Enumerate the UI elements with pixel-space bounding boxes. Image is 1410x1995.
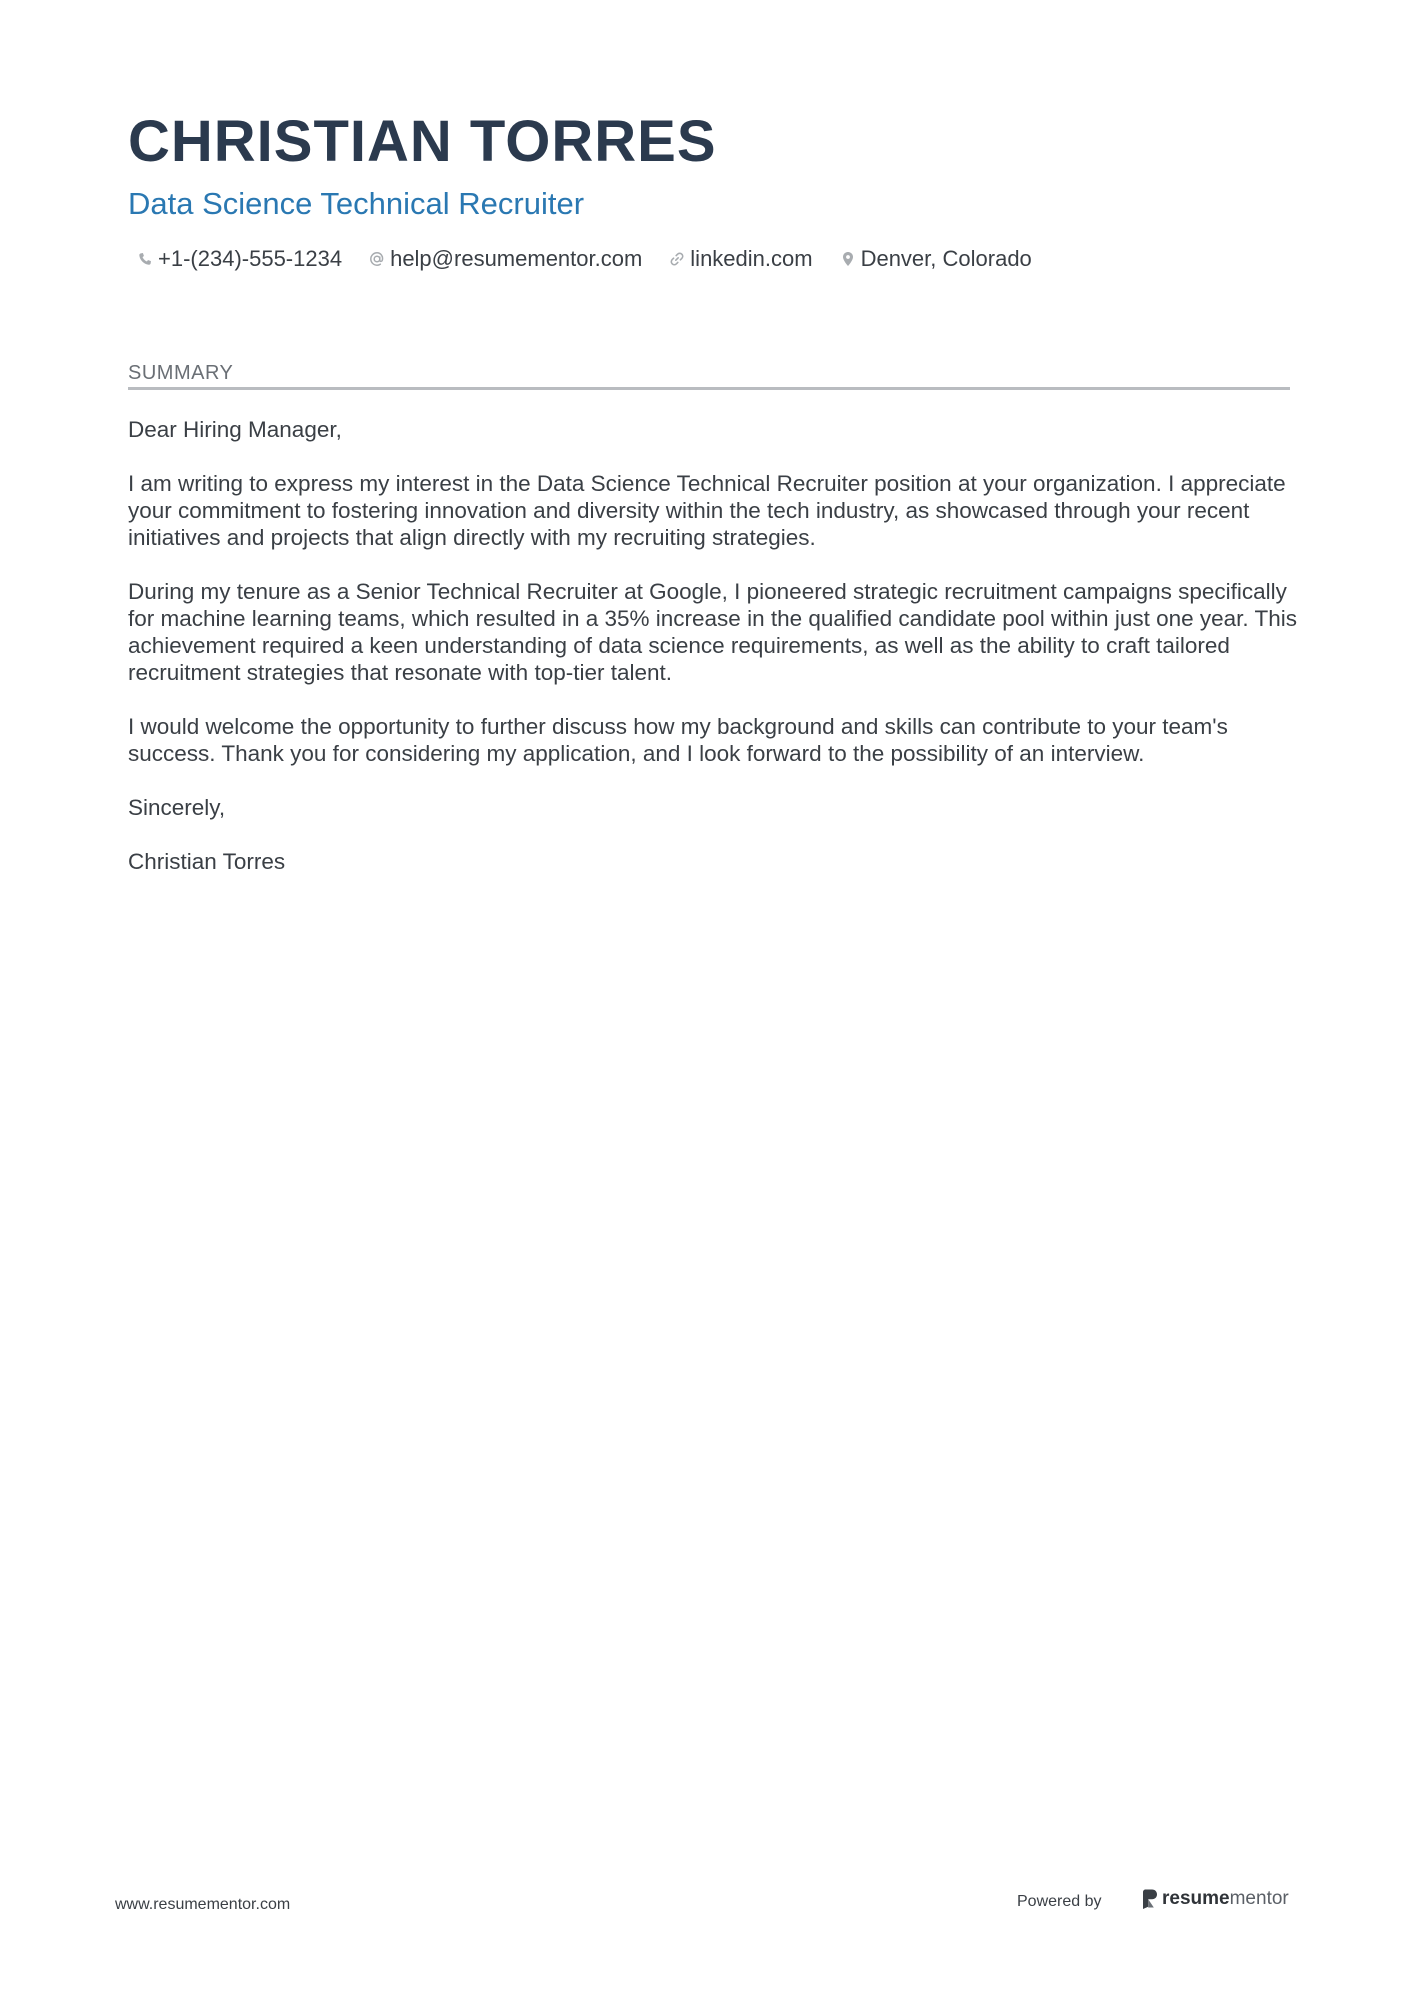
letter-signature: Christian Torres bbox=[128, 849, 286, 874]
brand-name-part2: mentor bbox=[1229, 1888, 1289, 1909]
letter-greeting: Dear Hiring Manager, bbox=[128, 417, 342, 442]
footer-url[interactable]: www.resumementor.com bbox=[115, 1896, 291, 1913]
job-title: Data Science Technical Recruiter bbox=[128, 186, 585, 221]
summary-heading: SUMMARY bbox=[128, 362, 1290, 390]
contact-location bbox=[839, 246, 1032, 272]
contact-phone-text: +1-(234)-555-1234 bbox=[158, 246, 343, 271]
contact-email-text: help@resumementor.com bbox=[390, 246, 643, 271]
letter-paragraph: During my tenure as a Senior Technical Recruiter at Google, I pioneered strategic recruitment campaigns specifically for machine learning teams, which resulted in a 35% increase in the qualified candidate pool within just one year. This achievement required a keen understanding of data science requirements, as well as the ability to craft tailored recruitment strategies that resonate with top-tier talent. bbox=[128, 579, 1298, 685]
letter-closing: Sincerely, bbox=[128, 795, 226, 820]
brand-logo[interactable] bbox=[1141, 1888, 1289, 1910]
contact-linkedin-text: linkedin.com bbox=[690, 246, 813, 271]
candidate-name: CHRISTIAN TORRES bbox=[128, 109, 717, 174]
location-pin-icon bbox=[839, 250, 857, 268]
phone-icon bbox=[136, 250, 154, 268]
brand-name-part1: resume bbox=[1162, 1888, 1230, 1909]
letter-paragraph: I would welcome the opportunity to further discuss how my background and skills can contribute to your team's success. Thank you for considering my application, and I look forward to the possibility of an interview. bbox=[128, 714, 1228, 766]
contact-phone bbox=[136, 246, 342, 272]
at-icon bbox=[368, 250, 386, 268]
contact-bar bbox=[136, 246, 1058, 272]
resumementor-logo-icon bbox=[1141, 1888, 1159, 1910]
contact-linkedin bbox=[668, 246, 812, 272]
contact-email bbox=[368, 246, 642, 272]
contact-location-text: Denver, Colorado bbox=[860, 246, 1032, 271]
link-icon bbox=[668, 250, 686, 268]
powered-by-label: Powered by bbox=[1017, 1893, 1102, 1910]
letter-body bbox=[128, 416, 1298, 902]
letter-paragraph: I am writing to express my interest in the Data Science Technical Recruiter position at your organization. I appreciate your commitment to fostering innovation and diversity within the tech industry, as showcased through your recent initiatives and projects that align directly with my recruiting strategies. bbox=[128, 471, 1286, 550]
